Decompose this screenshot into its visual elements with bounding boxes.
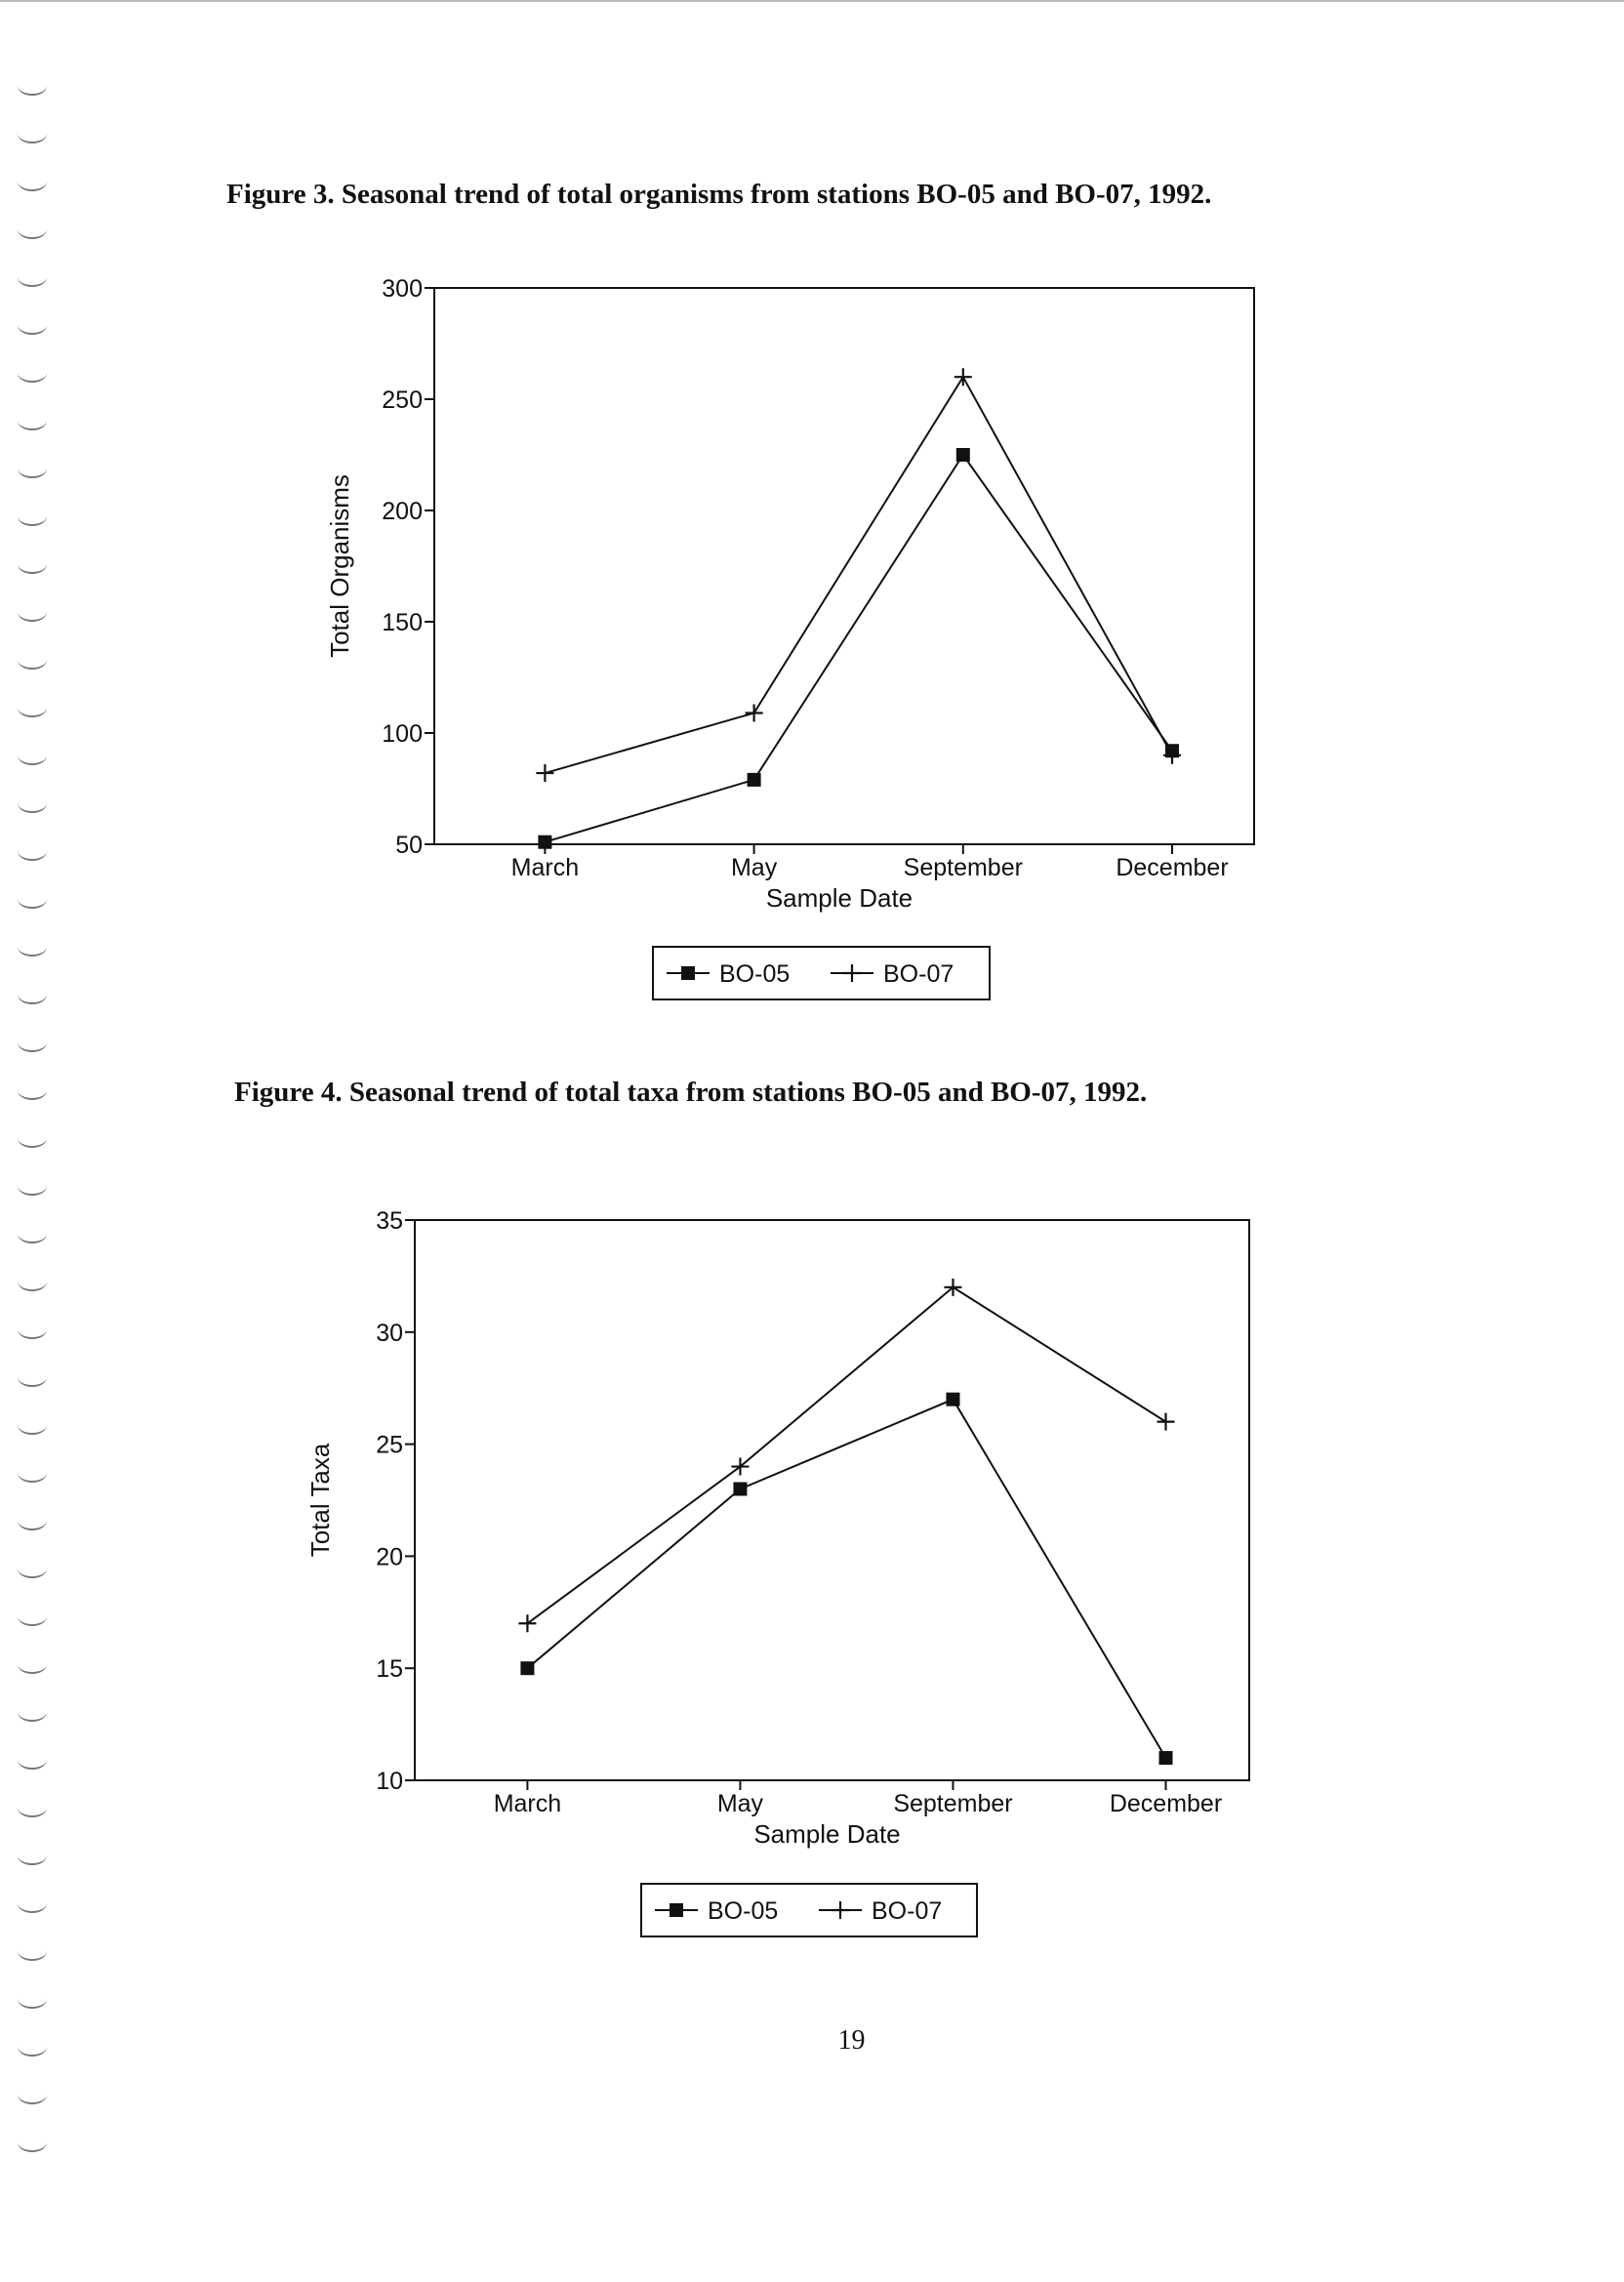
binding-hole-mark: [18, 2085, 47, 2104]
binding-hole-mark: [18, 1511, 47, 1530]
binding-hole-mark: [18, 363, 47, 383]
binding-hole-mark: [18, 602, 47, 622]
series-line-bo-07: [527, 1287, 1165, 1623]
binding-hole-mark: [18, 220, 47, 239]
x-tick-label: September: [893, 1790, 1013, 1817]
y-axis-title: Total Organisms: [325, 474, 354, 658]
binding-hole-mark: [18, 1080, 47, 1100]
binding-hole-mark: [18, 1320, 47, 1339]
binding-hole-mark: [18, 1415, 47, 1435]
data-point-bo-05: [733, 1483, 747, 1496]
data-point-bo-07: [536, 764, 553, 782]
binding-hole-mark: [18, 650, 47, 670]
binding-hole-mark: [18, 1367, 47, 1387]
data-point-bo-05: [946, 1393, 959, 1406]
binding-hole-mark: [18, 315, 47, 335]
binding-hole-mark: [18, 76, 47, 96]
y-tick-label: 35: [376, 1207, 403, 1235]
binding-hole-mark: [18, 172, 47, 191]
legend-label: BO-05: [708, 1897, 779, 1925]
data-point-bo-05: [956, 448, 970, 462]
y-tick-label: 300: [382, 275, 423, 303]
binding-hole-mark: [18, 1559, 47, 1578]
y-tick-label: 150: [382, 609, 423, 636]
y-tick-label: 10: [376, 1768, 403, 1795]
x-tick-label: December: [1116, 854, 1229, 881]
series-line-bo-05: [527, 1400, 1165, 1758]
legend: [641, 1884, 977, 1936]
binding-hole-mark: [18, 1272, 47, 1291]
data-point-bo-07: [518, 1614, 536, 1632]
page-number: 19: [837, 2025, 866, 2056]
y-tick-label: 100: [382, 720, 423, 748]
y-axis-title: Total Taxa: [305, 1443, 335, 1558]
x-tick-label: March: [510, 854, 580, 881]
binding-hole-mark: [18, 1702, 47, 1722]
binding-hole-mark: [18, 1846, 47, 1865]
series-line-bo-07: [545, 377, 1172, 773]
binding-hole-mark: [18, 794, 47, 813]
y-tick-label: 200: [382, 498, 423, 525]
figure-4-chart: [298, 1191, 1274, 1952]
legend-marker-icon: [832, 1901, 849, 1919]
binding-hole-mark: [18, 1989, 47, 2009]
binding-hole-mark: [18, 459, 47, 478]
data-point-bo-07: [746, 704, 763, 721]
data-point-bo-05: [538, 835, 551, 849]
binding-hole-mark: [18, 1224, 47, 1243]
binding-hole-mark: [18, 746, 47, 765]
data-point-bo-05: [1159, 1751, 1173, 1765]
binding-hole-mark: [18, 1176, 47, 1196]
legend-marker-icon: [843, 964, 861, 982]
figure-4-caption: Figure 4. Seasonal trend of total taxa from stations BO-05 and BO-07, 1992.: [234, 1077, 1148, 1108]
y-tick-label: 25: [376, 1431, 403, 1459]
data-point-bo-05: [520, 1661, 534, 1675]
binding-hole-mark: [18, 267, 47, 287]
figure-3-chart: [312, 264, 1288, 1025]
plot-frame: [434, 288, 1254, 844]
binding-hole-mark: [18, 554, 47, 574]
binding-hole-mark: [18, 1654, 47, 1674]
binding-hole-mark: [18, 2133, 47, 2152]
x-tick-label: December: [1109, 1790, 1223, 1817]
x-tick-label: September: [903, 854, 1023, 881]
legend-label: BO-07: [872, 1897, 943, 1925]
binding-hole-mark: [18, 124, 47, 143]
series-line-bo-05: [545, 455, 1172, 842]
x-axis-title: Sample Date: [753, 1819, 901, 1849]
binding-hole-mark: [18, 889, 47, 909]
y-tick-label: 15: [376, 1655, 403, 1684]
binding-hole-mark: [18, 411, 47, 430]
binding-hole-mark: [18, 1941, 47, 1961]
binding-hole-mark: [18, 937, 47, 957]
binding-hole-mark: [18, 1607, 47, 1626]
x-axis-title: Sample Date: [765, 883, 914, 913]
y-tick-label: 250: [382, 387, 423, 414]
x-tick-label: May: [730, 854, 778, 881]
plot-frame: [415, 1220, 1249, 1780]
binding-hole-mark: [18, 1798, 47, 1817]
data-point-bo-05: [748, 773, 761, 787]
figure-3-caption: Figure 3. Seasonal trend of total organisms from stations BO-05 and BO-07, 1992.: [226, 179, 1212, 210]
legend-label: BO-05: [719, 960, 791, 988]
data-point-bo-07: [954, 368, 972, 386]
binding-hole-mark: [18, 1463, 47, 1483]
binding-hole-mark: [18, 507, 47, 526]
binding-hole-mark: [18, 698, 47, 717]
legend-marker-icon: [681, 966, 695, 980]
legend-label: BO-07: [883, 960, 954, 988]
binding-hole-mark: [18, 1033, 47, 1052]
legend: [653, 947, 990, 999]
binding-hole-mark: [18, 1894, 47, 1913]
binding-hole-mark: [18, 985, 47, 1004]
data-point-bo-07: [1157, 1413, 1175, 1431]
x-tick-label: May: [716, 1790, 764, 1817]
y-tick-label: 20: [376, 1543, 403, 1571]
y-tick-label: 30: [376, 1319, 403, 1347]
binding-hole-mark: [18, 1750, 47, 1770]
y-tick-label: 50: [395, 832, 423, 859]
page-top-rule: [0, 0, 1624, 2]
legend-marker-icon: [670, 1903, 683, 1917]
binding-hole-mark: [18, 841, 47, 861]
binding-hole-mark: [18, 1128, 47, 1148]
x-tick-label: March: [493, 1790, 562, 1817]
